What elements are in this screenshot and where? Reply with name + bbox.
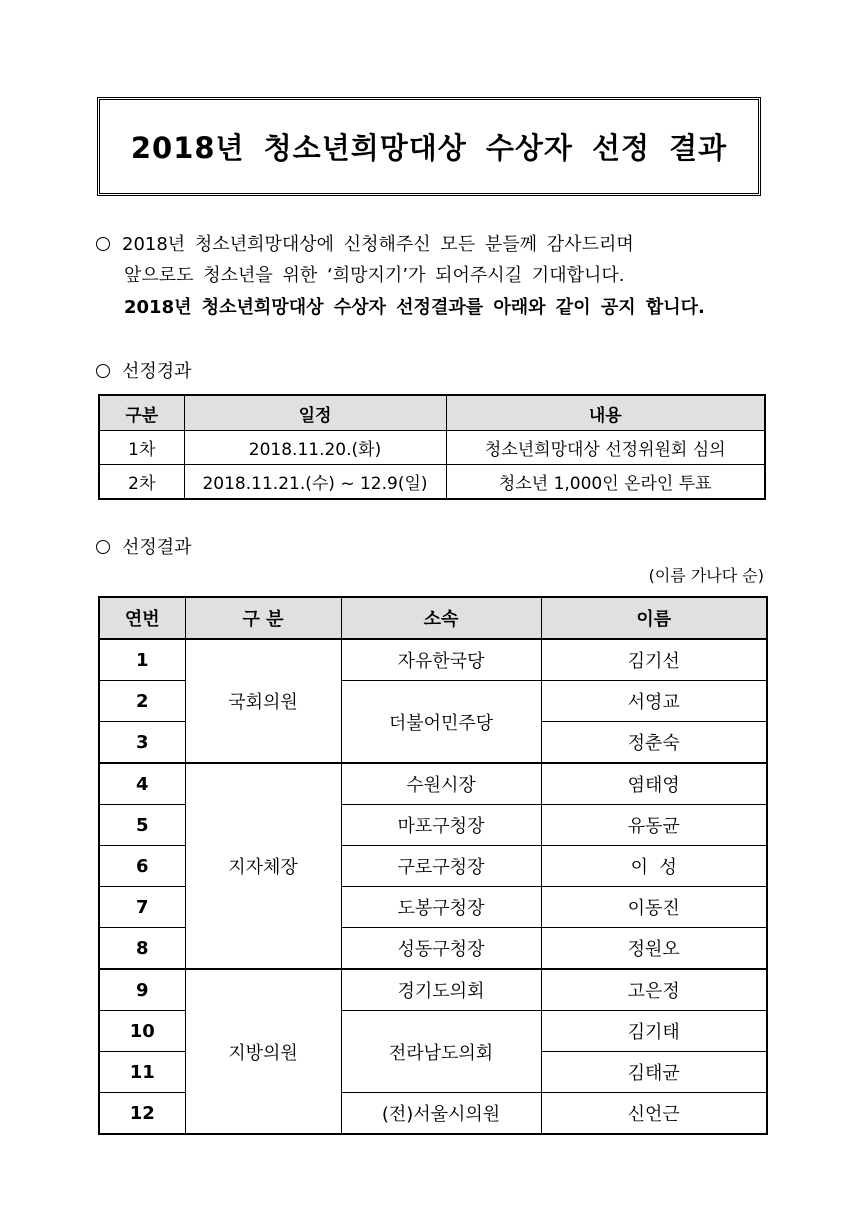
table-cell: 2018.11.20.(화) [184, 431, 446, 465]
affiliation-cell: 더불어민주당 [341, 681, 541, 764]
table-row [99, 465, 765, 500]
table-row [99, 431, 765, 465]
name-cell: 고은정 [541, 969, 767, 1011]
column-header: 소속 [341, 597, 541, 639]
circle-bullet-icon [96, 364, 110, 378]
schedule-table [98, 394, 766, 500]
row-number: 8 [99, 928, 185, 970]
table-cell: 1차 [99, 431, 184, 465]
table-cell: 청소년 1,000인 온라인 투표 [446, 465, 765, 500]
affiliation-cell: 전라남도의회 [341, 1011, 541, 1093]
name-cell: 이동진 [541, 887, 767, 928]
column-header: 일정 [184, 395, 446, 431]
name-cell: 신언근 [541, 1093, 767, 1135]
row-number: 5 [99, 805, 185, 846]
affiliation-cell: 도봉구청장 [341, 887, 541, 928]
affiliation-cell: 경기도의회 [341, 969, 541, 1011]
row-number: 1 [99, 639, 185, 681]
column-header: 이름 [541, 597, 767, 639]
intro-text-3: 2018년 청소년희망대상 수상자 선정결과를 아래와 같이 공지 합니다. [124, 297, 705, 318]
circle-bullet-icon [96, 237, 110, 251]
schedule-header-row [99, 395, 765, 431]
row-number: 10 [99, 1011, 185, 1052]
intro-line-3 [124, 293, 705, 319]
affiliation-cell: 수원시장 [341, 763, 541, 805]
name-cell: 유동균 [541, 805, 767, 846]
table-row [99, 969, 767, 1011]
row-number: 3 [99, 722, 185, 764]
winners-header-row [99, 597, 767, 639]
table-cell: 청소년희망대상 선정위원회 심의 [446, 431, 765, 465]
name-cell: 김태균 [541, 1052, 767, 1093]
affiliation-cell: 자유한국당 [341, 639, 541, 681]
name-cell: 정춘숙 [541, 722, 767, 764]
section-heading-process [96, 357, 192, 383]
sort-note: (이름 가나다 순) [648, 566, 764, 585]
intro-line-2 [124, 261, 624, 287]
intro-line-1 [96, 230, 634, 256]
table-row [99, 763, 767, 805]
section-heading-text: 선정경과 [122, 361, 192, 382]
column-header: 구 분 [185, 597, 341, 639]
section-heading-text: 선정결과 [122, 537, 192, 558]
row-number: 12 [99, 1093, 185, 1135]
name-cell: 염태영 [541, 763, 767, 805]
name-cell: 정원오 [541, 928, 767, 970]
row-number: 4 [99, 763, 185, 805]
name-cell: 서영교 [541, 681, 767, 722]
row-number: 11 [99, 1052, 185, 1093]
column-header: 연번 [99, 597, 185, 639]
row-number: 9 [99, 969, 185, 1011]
affiliation-cell: 구로구청장 [341, 846, 541, 887]
table-cell: 2차 [99, 465, 184, 500]
group-cell: 지자체장 [185, 763, 341, 969]
intro-text-2: 앞으로도 청소년을 위한 ‘희망지기’가 되어주시길 기대합니다. [124, 265, 625, 286]
name-cell: 김기선 [541, 639, 767, 681]
name-cell: 이 성 [541, 846, 767, 887]
section-heading-results [96, 533, 192, 559]
table-row [99, 639, 767, 681]
winners-table [98, 596, 768, 1135]
affiliation-cell: (전)서울시의원 [341, 1093, 541, 1135]
column-header: 내용 [446, 395, 765, 431]
group-cell: 지방의원 [185, 969, 341, 1134]
name-cell: 김기태 [541, 1011, 767, 1052]
row-number: 6 [99, 846, 185, 887]
row-number: 7 [99, 887, 185, 928]
group-cell: 국회의원 [185, 639, 341, 763]
affiliation-cell: 마포구청장 [341, 805, 541, 846]
row-number: 2 [99, 681, 185, 722]
column-header: 구분 [99, 395, 184, 431]
page-title: 2018년 청소년희망대상 수상자 선정 결과 [130, 131, 728, 165]
circle-bullet-icon [96, 540, 110, 554]
affiliation-cell: 성동구청장 [341, 928, 541, 970]
table-cell: 2018.11.21.(수) ~ 12.9(일) [184, 465, 446, 500]
intro-text-1: 2018년 청소년희망대상에 신청해주신 모든 분들께 감사드리며 [122, 234, 634, 255]
title-box [97, 97, 761, 196]
